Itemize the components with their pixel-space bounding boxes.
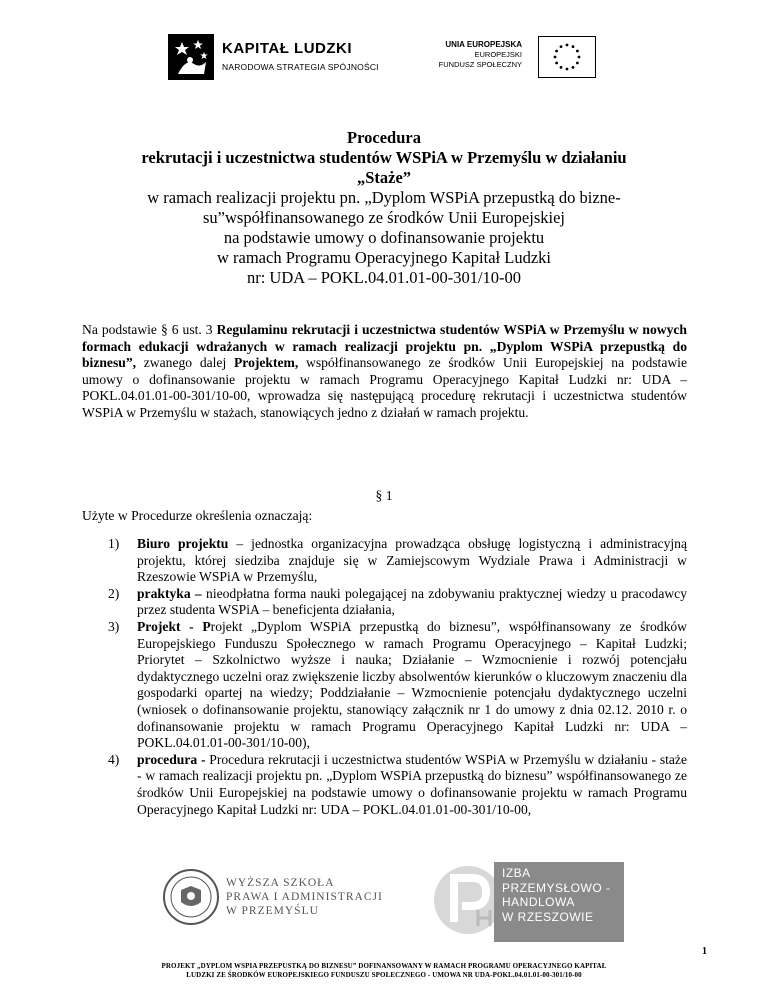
intro-bold-2: Projektem, <box>233 355 299 371</box>
heading-line-2: rekrutacji i uczestnictwa studentów WSPiA w Przemyślu w działaniu <box>141 148 627 167</box>
iph-line-1: IZBA <box>502 866 531 880</box>
document-heading <box>80 128 688 288</box>
kapital-ludzki-subtitle: NARODOWA STRATEGIA SPÓJNOŚCI <box>222 62 379 72</box>
iph-line-2: PRZEMYSŁOWO - <box>502 880 611 895</box>
heading-line-6: na podstawie umowy o dofinansowanie projektu <box>223 228 545 247</box>
section-lead: Użyte w Procedurze określenia oznaczają: <box>82 508 313 523</box>
intro-text-2: zwanego dalej <box>136 355 234 371</box>
list-item-number: 2) <box>108 585 120 601</box>
wspia-line-1: WYŻSZA SZKOŁA <box>226 877 335 889</box>
heading-line-1: Procedura <box>347 128 421 147</box>
eu-line-3: FUNDUSZ SPOŁECZNY <box>438 60 522 69</box>
definitions-list <box>82 536 687 818</box>
list-item-term: Biuro projektu <box>137 536 229 551</box>
eu-flag-icon <box>538 36 596 78</box>
heading-line-5: su”współfinansowanego ze środków Unii Europejskiej <box>202 208 565 227</box>
kapital-ludzki-logo-icon <box>168 34 214 80</box>
header-banner <box>146 20 622 96</box>
heading-line-4: w ramach realizacji projektu pn. „Dyplom WSPiA przepustką do bizne- <box>147 188 621 207</box>
list-item-text: nieodpłatna forma nauki polegającej na zdobywaniu praktycznej wiedzy u pracodawcy przez studenta WSPiA – beneficjenta działania, <box>137 585 688 618</box>
list-item-text: – jednostka organizacyjna prowadząca obsługę logistyczną i administracyjną projektu, której siedziba znajduje się w Zamiejscowym Wydziale Prawa i Administracji w Rzeszowie WSPiA w Przemyślu, <box>137 536 687 585</box>
eu-fund-text <box>439 40 522 70</box>
list-item-term: praktyka – <box>137 585 202 601</box>
list-item-number: 4) <box>108 751 120 767</box>
intro-paragraph <box>82 322 687 422</box>
list-item-term: Projekt - P <box>137 618 211 634</box>
heading-line-3: „Staże” <box>356 168 412 187</box>
intro-text-1: Na podstawie § 6 ust. 3 <box>82 322 217 337</box>
iph-name-box <box>494 862 624 942</box>
list-item <box>82 536 687 586</box>
list-item-term: procedura - <box>137 751 206 767</box>
eu-line-1: UNIA EUROPEJSKA <box>445 40 522 49</box>
heading-line-7: w ramach Programu Operacyjnego Kapitał Ludzki <box>216 248 551 267</box>
list-item-number: 1) <box>108 536 120 551</box>
heading-line-8: nr: UDA – POKL.04.01.01-00-301/10-00 <box>246 268 522 287</box>
list-item-number: 3) <box>108 618 120 634</box>
list-item-text: rojekt „Dyplom WSPiA przepustką do biznesu”, współfinansowany ze środków Europejskiego Funduszu Społecznego w ramach Programu Operacyjnego – Kapitał Ludzki; Priorytet – Szkolnictwo wyższe i nauka; Działanie – Wzmocnienie i rozwój potencjału dydaktycznego uczelni oraz zwiększenie liczby absolwentów kierunków o kluczowym znaczeniu dla gospodarki opartej na wiedzy; Poddziałanie – Wzmocnienie potencjału dydaktycznego uczelni (wniosek o dofinansowanie projektu, stanowiący załącznik nr 1 do umowy z dnia 02.12. 2010 r. o dofinansowanie projektu w ramach Programu Operacyjnego Kapitał Ludzki nr: UDA – POKL.04.01.01-00-301/10-00), <box>137 618 687 751</box>
footer-line-2: LUDZKI ZE ŚRODKÓW EUROPEJSKIEGO FUNDUSZU SPOŁECZNEGO - UMOWA NR UDA-POKL.04.01.01-00-301/10-00 <box>186 971 582 979</box>
list-item-text: Procedura rekrutacji i uczestnictwa studentów WSPiA w Przemyślu w działaniu - staże - w ramach realizacji projektu pn. „Dyplom WSPiA przepustką do biznesu” współfinansowanego ze środków Unii Europejskiej na podstawie umowy o dofinansowanie projektu w ramach Programu Operacyjnego Kapitał Ludzki nr: UDA – POKL.04.01.01-00-301/10-00, <box>137 751 687 817</box>
footer-line-1: PROJEKT „DYPLOM WSPIA PRZEPUSTKĄ DO BIZNESU” DOFINANSOWANY W RAMACH PROGRAMU OPERACYJNEGO KAPITAŁ <box>161 962 607 970</box>
page-footer <box>60 962 708 980</box>
eu-line-2: EUROPEJSKI <box>474 50 522 59</box>
intro-text-3: współfinansowanego ze środków Unii Europejskiej na podstawie umowy o dofinansowanie projektu w ramach Programu Operacyjnego Kapitał Ludzki nr: UDA – POKL.04.01.01-00-301/10-00, wprowadza się następującą procedurę rekrutacji i uczestnictwa studentów WSPiA w Przemyślu w stażach, stanowiących jedno z działań w ramach projektu. <box>82 355 687 420</box>
list-item <box>82 586 687 619</box>
list-item <box>82 752 687 818</box>
list-item <box>82 619 687 752</box>
intro-bold-1: Regulaminu rekrutacji i uczestnictwa studentów WSPiA w Przemyślu w nowych formach edukacji wdrażanych w ramach realizacji projektu pn. „Dyplom WSPiA przepustką do biznesu”, <box>82 322 687 371</box>
wspia-seal-icon <box>162 868 220 926</box>
section-number: § 1 <box>375 488 393 503</box>
wspia-line-3: W PRZEMYŚLU <box>226 905 319 917</box>
wspia-line-2: PRAWA I ADMINISTRACJI <box>226 891 383 903</box>
kapital-ludzki-title: KAPITAŁ LUDZKI <box>222 40 353 57</box>
page-number: 1 <box>702 946 707 957</box>
wspia-name <box>226 876 383 918</box>
iph-line-3: HANDLOWA <box>502 895 575 909</box>
iph-line-4: W RZESZOWIE <box>502 909 594 924</box>
